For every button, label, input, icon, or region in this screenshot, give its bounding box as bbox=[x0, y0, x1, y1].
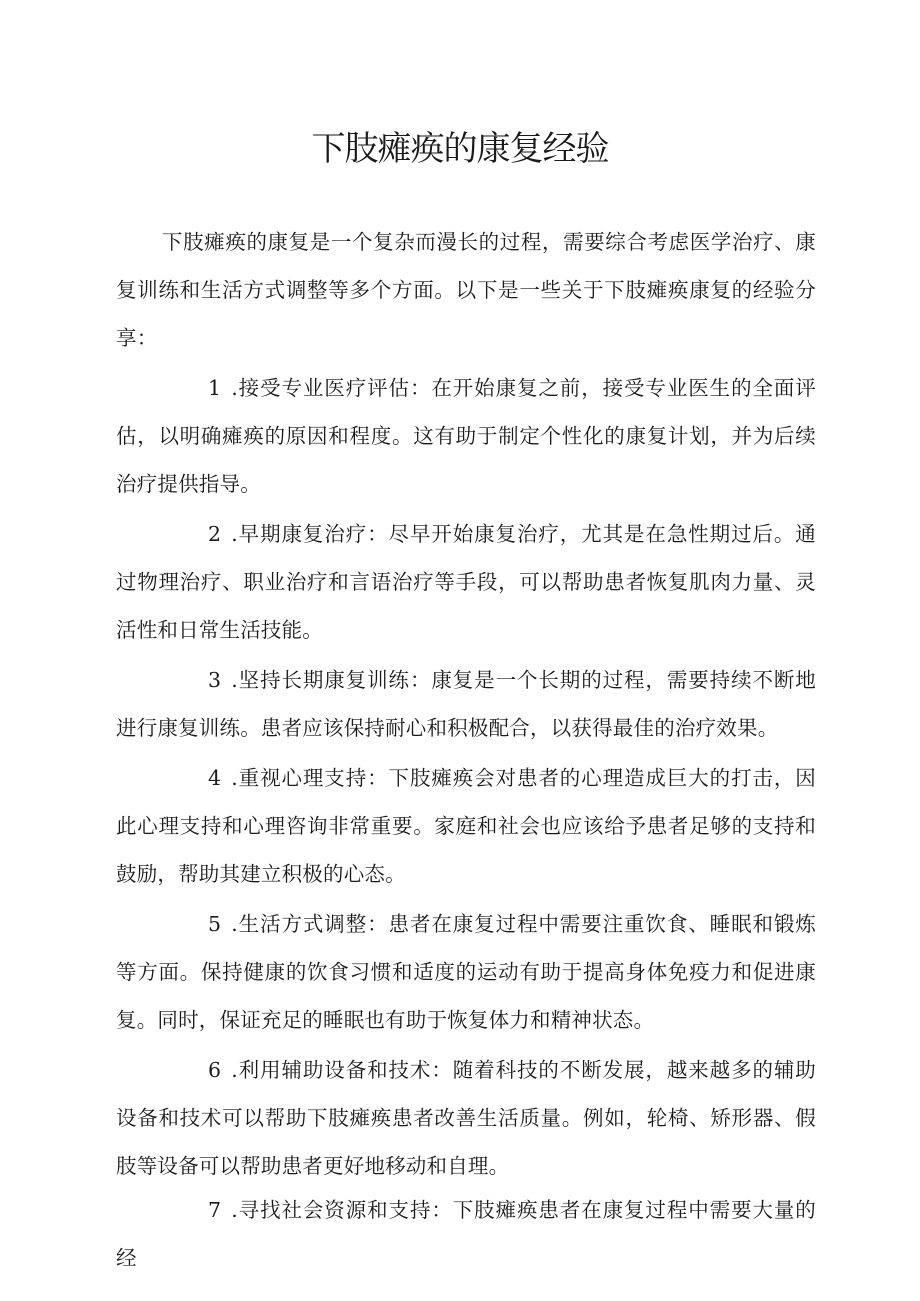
item-number: 4 bbox=[208, 766, 222, 790]
intro-paragraph: 下肢瘫痪的康复是一个复杂而漫长的过程，需要综合考虑医学治疗、康复训练和生活方式调整等多个方面。以下是一些关于下肢瘫痪康复的经验分享： bbox=[116, 230, 816, 350]
item-number: 6 bbox=[208, 1058, 222, 1082]
item-text: .早期康复治疗：尽早开始康复治疗，尤其是在急性期过后。通过物理治疗、职业治疗和言语治疗等手段，可以帮助患者恢复肌肉力量、灵活性和日常生活技能。 bbox=[116, 522, 816, 642]
item-number: 3 bbox=[208, 668, 222, 692]
list-item-7 bbox=[116, 1186, 816, 1282]
item-number: 5 bbox=[208, 912, 222, 936]
item-number: 1 bbox=[208, 376, 222, 400]
document-title: 下肢瘫痪的康复经验 bbox=[311, 129, 609, 169]
item-text: .利用辅助设备和技术：随着科技的不断发展，越来越多的辅助设备和技术可以帮助下肢瘫痪患者改善生活质量。例如，轮椅、矫形器、假肢等设备可以帮助患者更好地移动和自理。 bbox=[116, 1058, 816, 1178]
item-number: 2 bbox=[208, 522, 222, 546]
item-text: .重视心理支持：下肢瘫痪会对患者的心理造成巨大的打击，因此心理支持和心理咨询非常重要。家庭和社会也应该给予患者足够的支持和鼓励，帮助其建立积极的心态。 bbox=[116, 766, 816, 886]
list-item-4 bbox=[116, 754, 816, 898]
list-item-3 bbox=[116, 656, 816, 752]
document-body bbox=[116, 218, 816, 1282]
list-item-1 bbox=[116, 364, 816, 508]
list-item-5 bbox=[116, 900, 816, 1044]
item-text: .寻找社会资源和支持：下肢瘫痪患者在康复过程中需要大量的经 bbox=[116, 1198, 816, 1270]
item-text: .坚持长期康复训练：康复是一个长期的过程，需要持续不断地进行康复训练。患者应该保持耐心和积极配合，以获得最佳的治疗效果。 bbox=[116, 668, 816, 740]
item-text: .生活方式调整：患者在康复过程中需要注重饮食、睡眠和锻炼等方面。保持健康的饮食习惯和适度的运动有助于提高身体免疫力和促进康复。同时，保证充足的睡眠也有助于恢复体力和精神状态。 bbox=[116, 912, 816, 1032]
list-item-2 bbox=[116, 510, 816, 654]
list-item-6 bbox=[116, 1046, 816, 1190]
item-number: 7 bbox=[208, 1198, 222, 1222]
item-text: .接受专业医疗评估：在开始康复之前，接受专业医生的全面评估，以明确瘫痪的原因和程度。这有助于制定个性化的康复计划，并为后续治疗提供指导。 bbox=[116, 376, 816, 496]
